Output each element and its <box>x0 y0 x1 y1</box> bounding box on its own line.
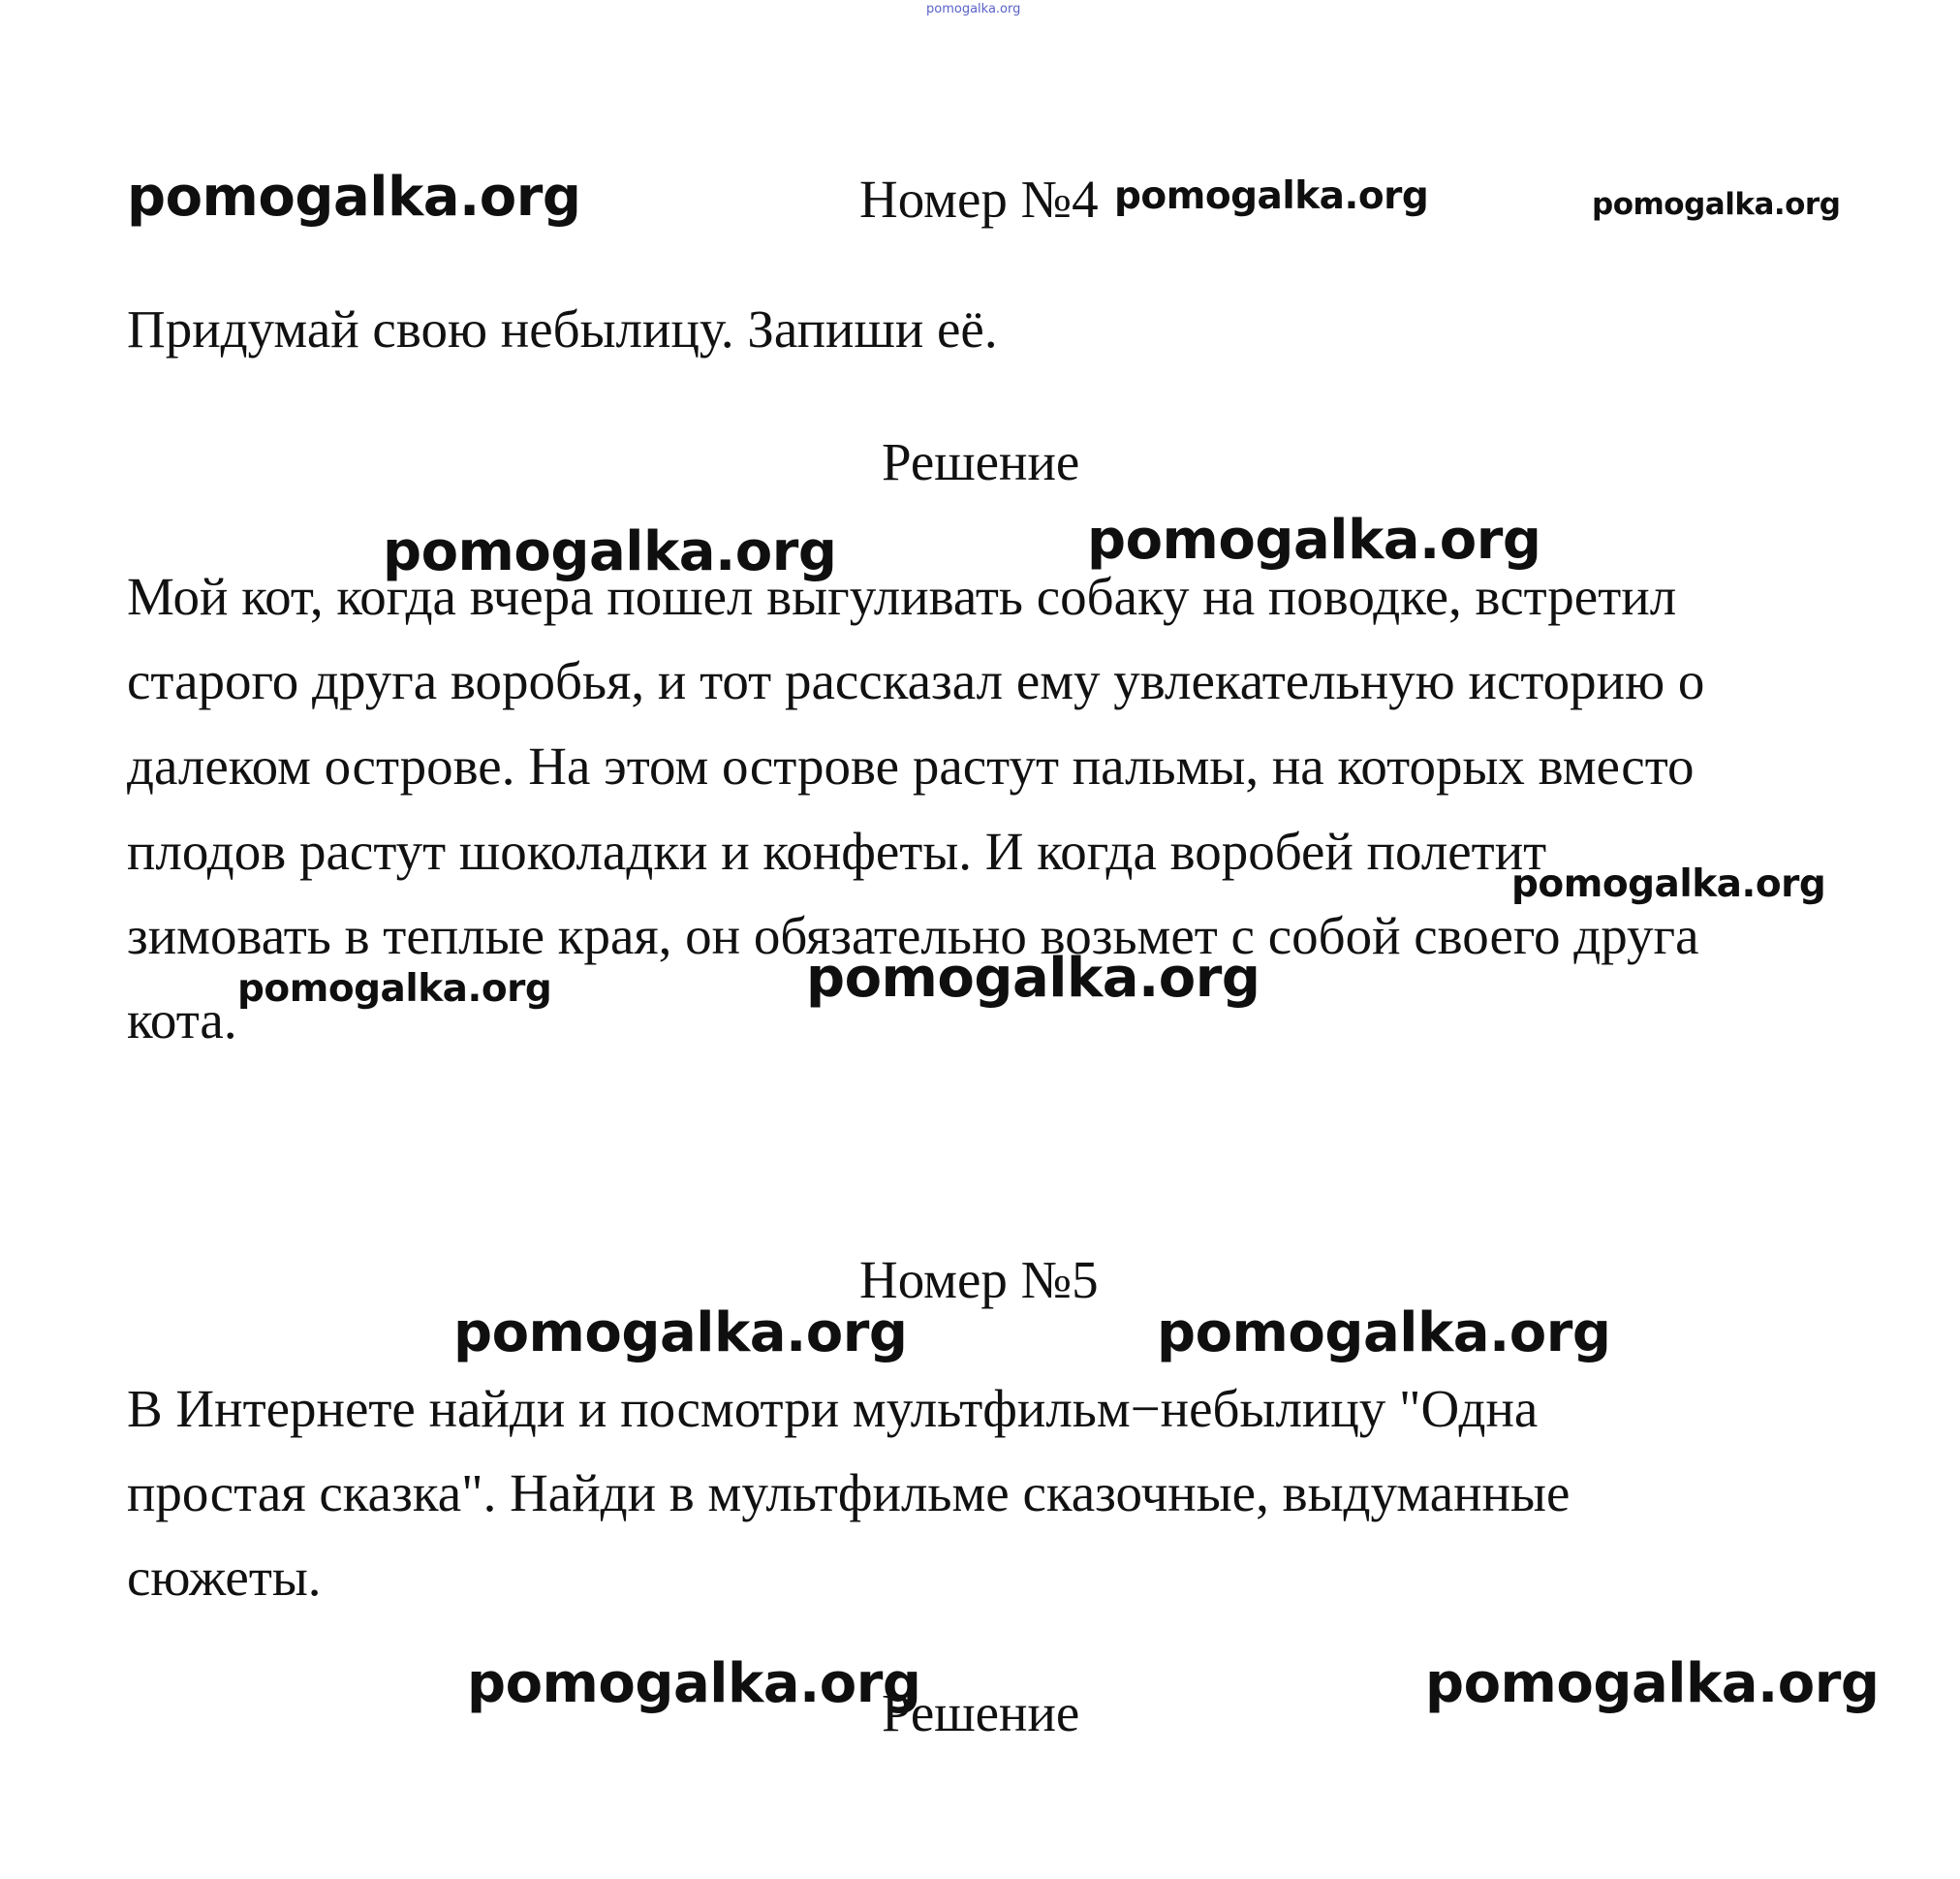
watermark-solution5-right: pomogalka.org <box>1425 1652 1880 1715</box>
watermark-top-tiny: pomogalka.org <box>926 2 1021 16</box>
watermark-solution5-left: pomogalka.org <box>467 1652 921 1715</box>
answer-line: плодов растут шоколадки и конфеты. И когда воробей полетит <box>127 822 1547 881</box>
watermark-header-right: pomogalka.org <box>1592 187 1841 222</box>
watermark-task5-right: pomogalka.org <box>1157 1301 1611 1364</box>
watermark-task5-left: pomogalka.org <box>453 1301 908 1364</box>
watermark-solution4-right: pomogalka.org <box>1087 509 1541 572</box>
answer-line: далеком острове. На этом острове растут пальмы, на которых вместо <box>127 736 1695 796</box>
watermark-story-bottom-center: pomogalka.org <box>806 947 1260 1010</box>
task4-question: Придумай свою небылицу. Запиши её. <box>127 299 998 359</box>
watermark-story-bottom-left: pomogalka.org <box>237 967 552 1011</box>
answer-line: зимовать в теплые края, он обязательно возьмет с собой своего друга <box>127 906 1699 965</box>
watermark-story-right: pomogalka.org <box>1511 862 1826 906</box>
watermark-header-center: pomogalka.org <box>1114 174 1429 218</box>
answer-line: кота. <box>127 990 237 1049</box>
watermark-header-left: pomogalka.org <box>127 166 581 229</box>
question-line: простая сказка". Найди в мультфильме сказочные, выдуманные <box>127 1463 1571 1522</box>
task5-solution-label: Решение <box>882 1683 1080 1742</box>
answer-line: Мой кот, когда вчера пошел выгуливать собаку на поводке, встретил <box>127 567 1677 626</box>
answer-line: старого друга воробья, и тот рассказал ему увлекательную историю о <box>127 651 1705 710</box>
question-line: В Интернете найди и посмотри мультфильм−небылицу "Одна <box>127 1379 1539 1438</box>
task4-title: Номер №4 <box>859 170 1099 229</box>
watermark-solution4-left: pomogalka.org <box>383 520 837 583</box>
task5-title: Номер №5 <box>859 1250 1099 1309</box>
task4-solution-label: Решение <box>882 432 1080 491</box>
question-line: сюжеты. <box>127 1548 322 1607</box>
